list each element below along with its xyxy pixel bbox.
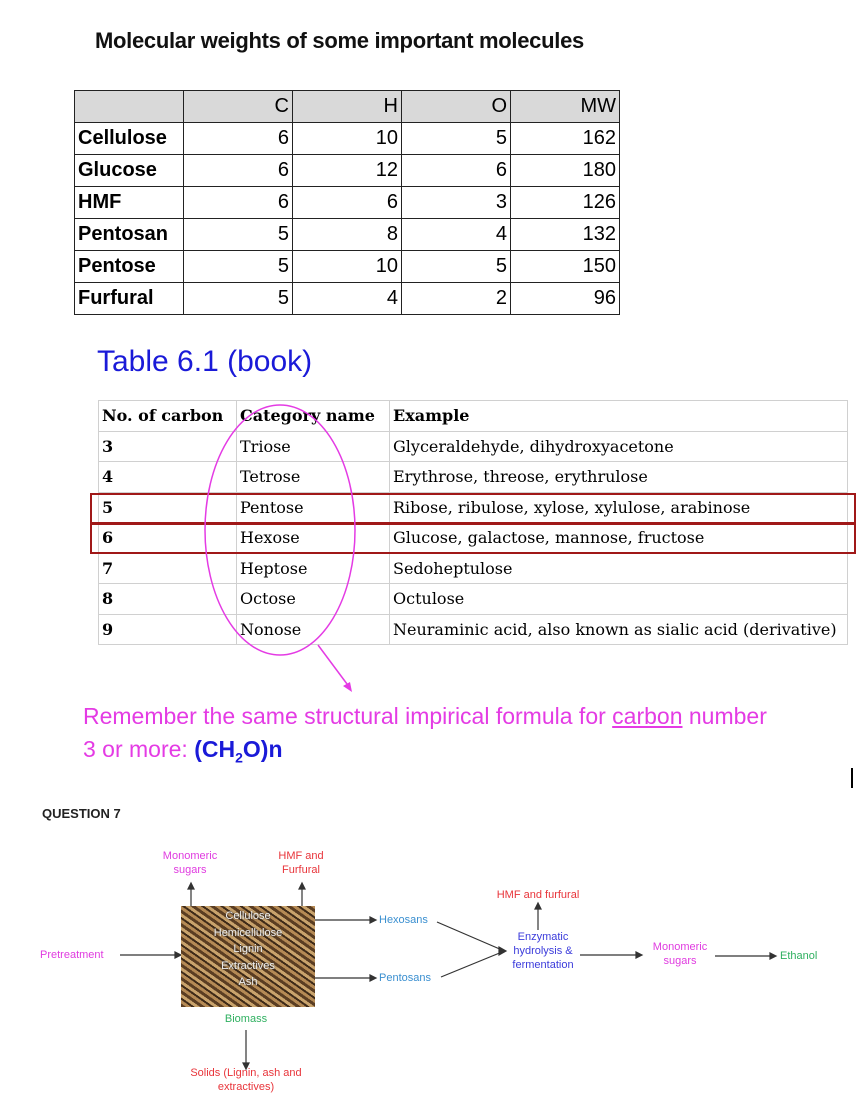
carbon-count: 8 <box>99 584 237 615</box>
formula-note <box>83 700 783 775</box>
header-cell: No. of carbon <box>99 401 237 432</box>
label-line: HMF and <box>278 850 324 862</box>
value-cell: 6 <box>184 155 293 187</box>
category-name: Nonose <box>237 614 390 645</box>
value-cell: 3 <box>402 187 511 219</box>
formula-part: O)n <box>242 736 283 762</box>
label-line: Monomeric <box>162 850 218 862</box>
value-cell: 96 <box>511 283 620 315</box>
value-cell: 6 <box>184 187 293 219</box>
example: Sedoheptulose <box>390 553 848 584</box>
enzymatic-hydrolysis-label <box>500 930 586 972</box>
value-cell: 6 <box>402 155 511 187</box>
example: Octulose <box>390 584 848 615</box>
molecule-name: Pentosan <box>75 219 184 251</box>
value-cell: 5 <box>184 251 293 283</box>
label-line: Furfural <box>282 864 320 876</box>
label-line: Solids (Lignin, ash and <box>190 1067 302 1079</box>
carbon-count: 9 <box>99 614 237 645</box>
label-line: sugars <box>663 955 697 967</box>
note-text: Remember the same structural impirical formula for <box>83 703 613 729</box>
biomass-components <box>181 906 315 991</box>
monomeric-sugars-top-label <box>152 849 228 877</box>
label-line: sugars <box>173 864 207 876</box>
value-cell: 162 <box>511 123 620 155</box>
value-cell: 8 <box>293 219 402 251</box>
value-cell: 2 <box>402 283 511 315</box>
value-cell: 6 <box>293 187 402 219</box>
formula <box>194 736 283 766</box>
hmf-furfural-label: HMF and furfural <box>496 889 580 901</box>
value-cell: 4 <box>293 283 402 315</box>
category-name: Hexose <box>237 523 390 554</box>
header-cell: C <box>184 91 293 123</box>
molecule-name: HMF <box>75 187 184 219</box>
value-cell: 10 <box>293 251 402 283</box>
molecule-name: Furfural <box>75 283 184 315</box>
biomass-label: Biomass <box>224 1013 268 1025</box>
header-cell: Category name <box>237 401 390 432</box>
molecule-name: Pentose <box>75 251 184 283</box>
category-name: Heptose <box>237 553 390 584</box>
example: Glucose, galactose, mannose, fructose <box>390 523 848 554</box>
example: Glyceraldehyde, dihydroxyacetone <box>390 431 848 462</box>
arrow-head-icon <box>343 682 352 692</box>
value-cell: 6 <box>184 123 293 155</box>
formula-part: (CH <box>194 736 236 762</box>
hexosans-label: Hexosans <box>379 914 428 926</box>
example: Ribose, ribulose, xylose, xylulose, arabinose <box>390 492 848 523</box>
annotation-arrow <box>318 645 350 688</box>
value-cell: 150 <box>511 251 620 283</box>
category-name: Octose <box>237 584 390 615</box>
carbon-count: 4 <box>99 462 237 493</box>
header-cell: Example <box>390 401 848 432</box>
example: Erythrose, threose, erythrulose <box>390 462 848 493</box>
biomass-component: Cellulose <box>225 910 271 922</box>
example: Neuraminic acid, also known as sialic acid (derivative) <box>390 614 848 645</box>
category-name: Tetrose <box>237 462 390 493</box>
value-cell: 5 <box>402 123 511 155</box>
value-cell: 10 <box>293 123 402 155</box>
value-cell: 5 <box>184 219 293 251</box>
category-name: Triose <box>237 431 390 462</box>
biomass-component: Lignin <box>233 943 263 955</box>
label-line: Monomeric <box>652 941 708 953</box>
biomass-component: Extractives <box>221 959 275 972</box>
ethanol-label: Ethanol <box>780 950 818 962</box>
biomass-image <box>181 906 315 1007</box>
value-cell: 5 <box>402 251 511 283</box>
header-cell: O <box>402 91 511 123</box>
value-cell: 12 <box>293 155 402 187</box>
pentosans-label: Pentosans <box>379 972 431 984</box>
molecule-name: Cellulose <box>75 123 184 155</box>
label-line: hydrolysis & <box>513 945 573 957</box>
label-line: extractives) <box>217 1081 275 1093</box>
carbon-count: 7 <box>99 553 237 584</box>
biomass-component: Ash <box>238 976 258 988</box>
text-cursor <box>851 768 853 788</box>
pretreatment-label: Pretreatment <box>40 949 104 961</box>
value-cell: 132 <box>511 219 620 251</box>
solids-label <box>176 1066 316 1094</box>
biomass-component: Hemicellulose <box>213 926 283 939</box>
value-cell: 4 <box>402 219 511 251</box>
category-ellipse <box>205 405 355 655</box>
table-caption: Table 6.1 (book) <box>97 345 313 378</box>
value-cell: 180 <box>511 155 620 187</box>
carbon-count: 3 <box>99 431 237 462</box>
category-name: Pentose <box>237 492 390 523</box>
formula-subscript: 2 <box>235 749 243 766</box>
question-label: QUESTION 7 <box>42 806 121 821</box>
carbon-count: 5 <box>99 492 237 523</box>
page-title: Molecular weights of some important molecules <box>95 28 584 53</box>
monomeric-sugars-label <box>643 940 717 968</box>
value-cell: 126 <box>511 187 620 219</box>
label-line: Enzymatic <box>517 931 569 943</box>
note-text: number 3 or more: <box>83 703 767 762</box>
header-cell: H <box>293 91 402 123</box>
value-cell: 5 <box>184 283 293 315</box>
carbon-count: 6 <box>99 523 237 554</box>
molecule-name: Glucose <box>75 155 184 187</box>
label-line: fermentation <box>512 959 574 971</box>
header-cell: MW <box>511 91 620 123</box>
hmf-furfural-top-label <box>268 849 334 877</box>
note-underlined-text: carbon <box>612 703 683 729</box>
